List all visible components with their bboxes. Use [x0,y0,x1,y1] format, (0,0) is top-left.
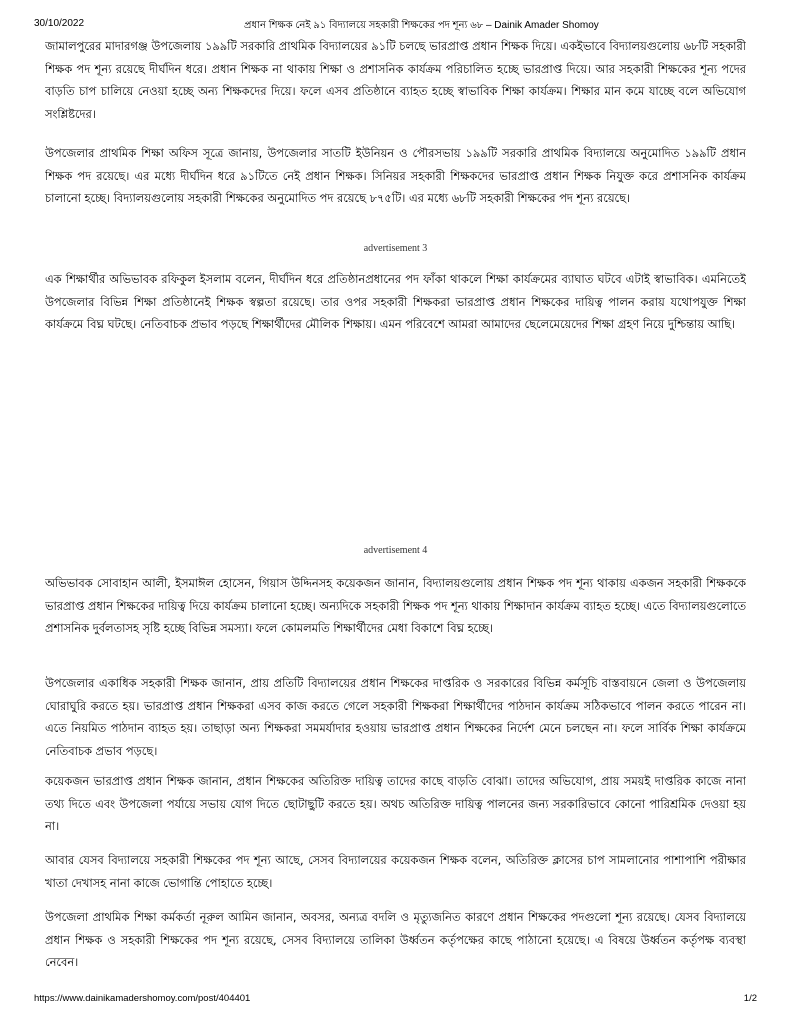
page-url: https://www.dainikamadershomoy.com/post/404401 [34,993,251,1004]
print-header [34,18,757,32]
advertisement-4-label: advertisement 4 [363,545,428,556]
article-paragraph-4 [45,572,746,662]
print-date: 30/10/2022 [34,18,85,29]
paragraph-text: উপজেলা প্রাথমিক শিক্ষা কর্মকর্তা নূরুল আমিন জানান, অবসর, অন্যত্র বদলি ও মৃত্যুজনিত কারণে প্রধান শিক্ষকের পদগুলো শূন্য রয়েছে। যেসব বিদ্যালয়ে প্রধান শিক্ষক ও সহকারী শিক্ষকের পদ শূন্য রয়েছে, সেসব বিদ্যালয়ে তালিকা উর্ধ্বতন কর্তৃপক্ষের কাছে পাঠানো হয়েছে। এ বিষয়ে উর্ধ্বতন কর্তৃপক্ষ ব্যবস্থা নেবেন। [45,910,746,969]
page-number: 1/2 [743,993,757,1004]
paragraph-text: আবার যেসব বিদ্যালয়ে সহকারী শিক্ষকের পদ শূন্য আছে, সেসব বিদ্যালয়ের কয়েকজন শিক্ষক বলেন, অতিরিক্ত ক্লাসের চাপ সামলানোর পাশাপাশি পরীক্ষার খাতা দেখাসহ নানা কাজে ভোগান্তি পোহাতে হচ্ছে। [45,853,746,890]
paragraph-text: অভিভাবক সোবাহান আলী, ইসমাঈল হোসেন, গিয়াস উদ্দিনসহ কয়েকজন জানান, বিদ্যালয়গুলোয় প্রধান শিক্ষক পদ শূন্য থাকায় একজন সহকারী শিক্ষককে ভারপ্রাপ্ত প্রধান শিক্ষকের দায়িত্ব দিয়ে কার্যক্রম চালানো হচ্ছে। অন্যদিকে সহকারী শিক্ষক পদ শূন্য থাকায় শিক্ষাদান কার্যক্রম ব্যাহত হচ্ছে। এতে বিদ্যালয়গুলোতে প্রশাসনিক দুর্বলতাসহ সৃষ্টি হচ্ছে বিভিন্ন সমস্যা। ফলে কোমলমতি শিক্ষার্থীদের মেধা বিকাশে বিঘ্ন হচ্ছে। [45,576,746,635]
page-title: প্রধান শিক্ষক নেই ৯১ বিদ্যালয়ে সহকারী শিক্ষকের পদ শূন্য ৬৮ – Dainik Amader Shomoy [244,20,599,31]
article-paragraph-7 [45,849,746,894]
article-paragraph-1 [45,35,746,125]
article-paragraph-8 [45,906,746,974]
article-paragraph-3 [45,268,746,358]
paragraph-text: উপজেলার প্রাথমিক শিক্ষা অফিস সূত্রে জানায়, উপজেলার সাতটি ইউনিয়ন ও পৌরসভায় ১৯৯টি সরকারি প্রাথমিক বিদ্যালয়ে অনুমোদিত ১৯৯টি প্রধান শিক্ষক পদ রয়েছে। এর মধ্যে দীর্ঘদিন ধরে ৯১টিতে নেই প্রধান শিক্ষক। সিনিয়র সহকারী শিক্ষকদের ভারপ্রাপ্ত প্রধান শিক্ষক নিযুক্ত করে প্রশাসনিক কার্যক্রম চালানো হচ্ছে। বিদ্যালয়গুলোয় সহকারী শিক্ষকের অনুমোদিত পদ রয়েছে ৮৭৫টি। এর মধ্যে ৬৮টি সহকারী শিক্ষকের পদ শূন্য রয়েছে। [45,146,746,205]
paragraph-text: এক শিক্ষার্থীর অভিভাবক রফিকুল ইসলাম বলেন, দীর্ঘদিন ধরে প্রতিষ্ঠানপ্রধানের পদ ফাঁকা থাকলে শিক্ষা কার্যক্রমের ব্যাঘাত ঘটবে এটাই স্বাভাবিক। এমনিতেই উপজেলার বিভিন্ন শিক্ষা প্রতিষ্ঠানেই শিক্ষক স্বল্পতা রয়েছে। তার ওপর সহকারী শিক্ষকরা ভারপ্রাপ্ত প্রধান শিক্ষকের দায়িত্ব পালন করায় যথোপযুক্ত শিক্ষা কার্যক্রমে বিঘ্ন ঘটছে। নেতিবাচক প্রভাব পড়ছে শিক্ষার্থীদের মৌলিক শিক্ষায়। এমন পরিবেশে আমরা আমাদের ছেলেমেয়েদের শিক্ষা গ্রহণ নিয়ে দুশ্চিন্তায় আছি। [45,272,746,331]
article-paragraph-6 [45,770,746,838]
paragraph-text: কয়েকজন ভারপ্রাপ্ত প্রধান শিক্ষক জানান, প্রধান শিক্ষকের অতিরিক্ত দায়িত্ব তাদের কাছে বাড়তি বোঝা। তাদের অভিযোগ, প্রায় সময়ই দাপ্তরিক কাজে নানা তথ্য দিতে এবং উপজেলা পর্যায়ে সভায় যোগ দিতে ছোটাছুটি করতে হয়। অথচ অতিরিক্ত দায়িত্ব পালনের জন্য সরকারিভাবে কোনো পারিশ্রমিক দেওয়া হয় না। [45,774,746,833]
print-footer [34,993,757,1007]
paragraph-text: জামালপুরের মাদারগঞ্জ উপজেলায় ১৯৯টি সরকারি প্রাথমিক বিদ্যালয়ের ৯১টি চলছে ভারপ্রাপ্ত প্রধান শিক্ষক দিয়ে। একইভাবে বিদ্যালয়গুলোয় ৬৮টি সহকারী শিক্ষক পদ শূন্য রয়েছে দীর্ঘদিন ধরে। প্রধান শিক্ষক না থাকায় শিক্ষা ও প্রশাসনিক কার্যক্রম পরিচালিত হচ্ছে ভারপ্রাপ্ত দিয়ে। আর সহকারী শিক্ষকের শূন্য পদের বাড়তি চাপ চালিয়ে নেওয়া হচ্ছে অন্য শিক্ষকদের দিয়ে। ফলে এসব প্রতিষ্ঠানে ব্যাহত হচ্ছে স্বাভাবিক শিক্ষা কার্যক্রম। শিক্ষার মান কমে যাচ্ছে বলে অভিযোগ সংশ্লিষ্টদের। [45,39,746,121]
article-paragraph-5 [45,672,746,762]
article-paragraph-2 [45,142,746,232]
advertisement-3-label: advertisement 3 [363,243,428,254]
paragraph-text: উপজেলার একাধিক সহকারী শিক্ষক জানান, প্রায় প্রতিটি বিদ্যালয়ের প্রধান শিক্ষকের দাপ্তরিক ও সরকারের বিভিন্ন কর্মসূচি বাস্তবায়নে জেলা ও উপজেলায় ঘোরাঘুরি করতে হয়। ভারপ্রাপ্ত প্রধান শিক্ষকরা এসব কাজ করতে গেলে সহকারী শিক্ষকরা শিক্ষার্থীদের পাঠদান কার্যক্রম সঠিকভাবে পালন করতে পারেন না। এতে নিয়মিত পাঠদান ব্যাহত হয়। তাছাড়া অন্য শিক্ষকরা সমমর্যাদার হওয়ায় ভারপ্রাপ্ত প্রধান শিক্ষকের নির্দেশ মেনে চলছেন না। ফলে সার্বিক শিক্ষা কার্যক্রমে নেতিবাচক প্রভাব পড়ছে। [45,676,746,758]
